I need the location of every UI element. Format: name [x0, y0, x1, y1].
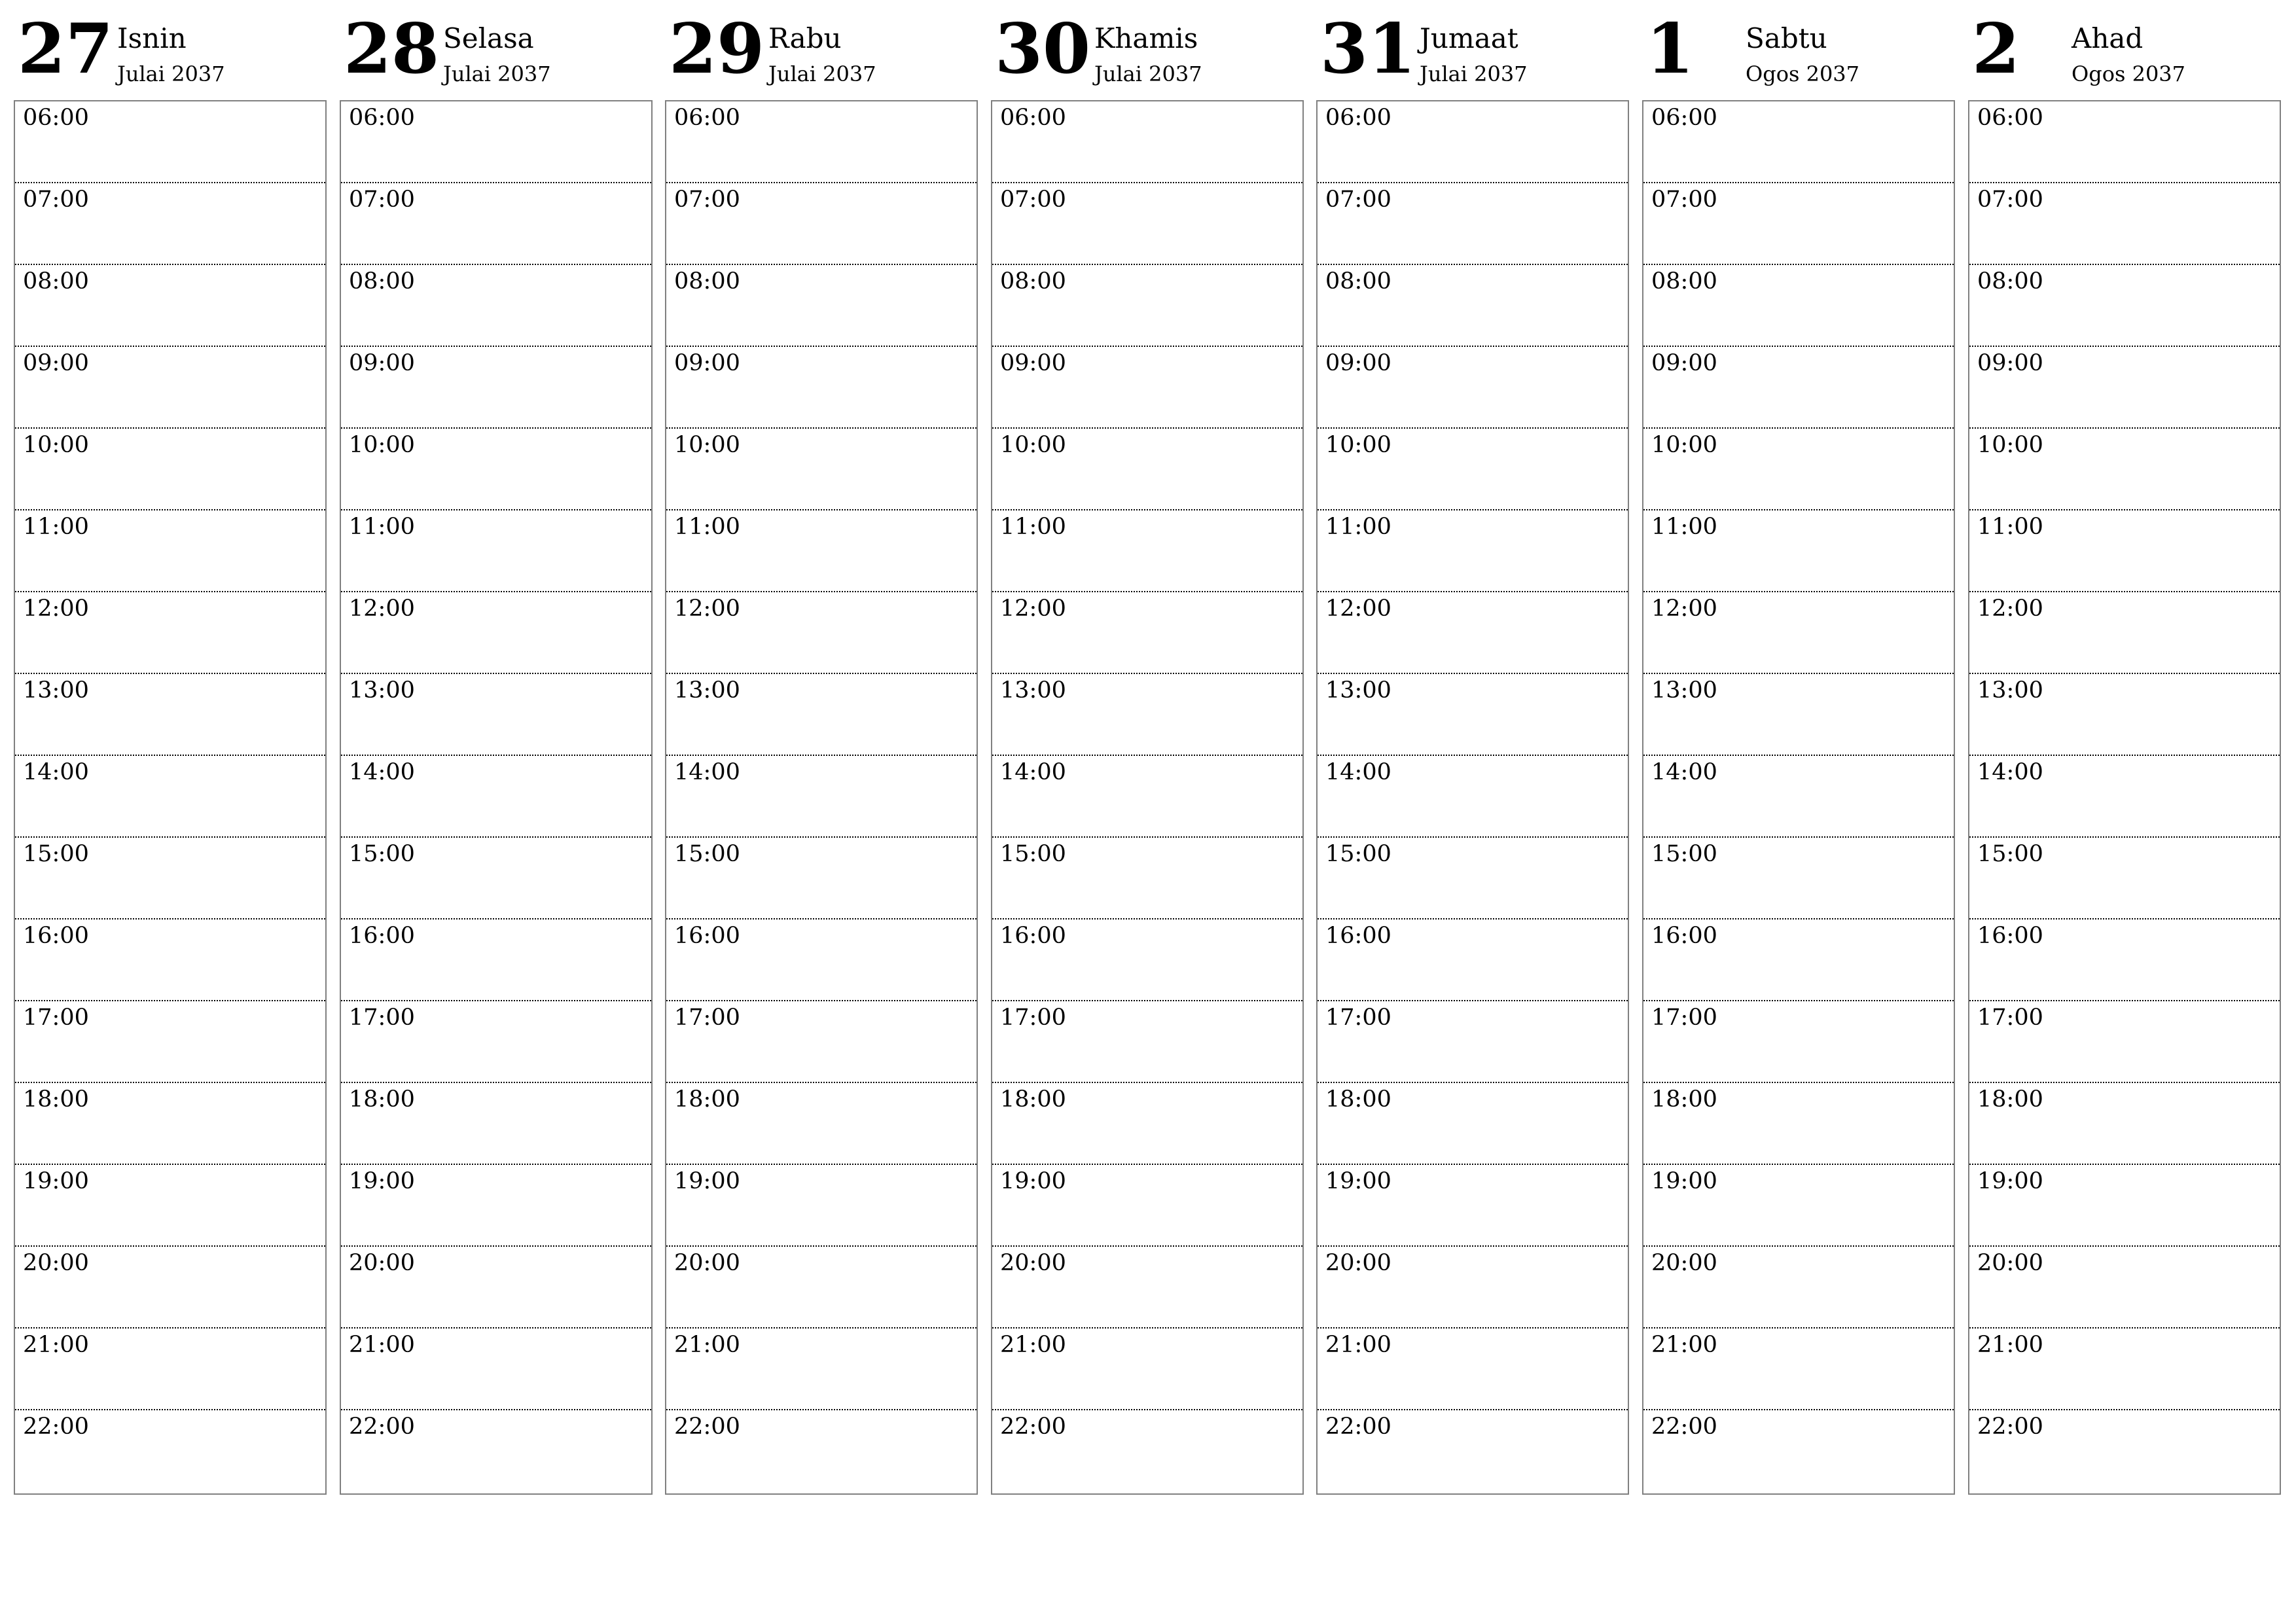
hour-label: 11:00	[1000, 514, 1066, 540]
hour-slot[interactable]	[992, 1329, 1302, 1410]
hour-label: 17:00	[1325, 1005, 1391, 1031]
hour-slot[interactable]	[666, 101, 977, 183]
hour-slot[interactable]	[1318, 1410, 1628, 1492]
hour-slot[interactable]	[666, 1165, 977, 1247]
hour-slot[interactable]	[666, 592, 977, 674]
hour-label: 19:00	[349, 1168, 415, 1194]
hour-label: 21:00	[1325, 1332, 1391, 1358]
hour-label: 06:00	[23, 105, 89, 131]
hour-label: 08:00	[1651, 268, 1717, 294]
day-number: 1	[1646, 8, 1695, 89]
hour-slot[interactable]	[15, 674, 325, 756]
hour-label: 12:00	[1325, 596, 1391, 622]
hour-label: 06:00	[1977, 105, 2043, 131]
hour-label: 16:00	[1000, 923, 1066, 949]
hour-label: 10:00	[1651, 432, 1717, 458]
hour-slot[interactable]	[15, 1410, 325, 1492]
hour-slot[interactable]	[1969, 838, 2280, 919]
hour-slot[interactable]	[1318, 592, 1628, 674]
hour-slot[interactable]	[992, 510, 1302, 592]
hour-label: 18:00	[1977, 1086, 2043, 1113]
hour-slot[interactable]	[1969, 919, 2280, 1001]
hour-label: 08:00	[349, 268, 415, 294]
hour-slot[interactable]	[341, 429, 651, 510]
hour-label: 18:00	[1325, 1086, 1391, 1113]
hour-label: 06:00	[1325, 105, 1391, 131]
hour-label: 10:00	[23, 432, 89, 458]
hour-slot[interactable]	[666, 919, 977, 1001]
hour-slot[interactable]	[666, 1329, 977, 1410]
hour-slot[interactable]	[15, 919, 325, 1001]
hour-label: 16:00	[23, 923, 89, 949]
hour-label: 08:00	[1000, 268, 1066, 294]
hour-label: 21:00	[1977, 1332, 2043, 1358]
hour-slot[interactable]	[15, 265, 325, 347]
hour-label: 12:00	[349, 596, 415, 622]
hour-label: 18:00	[23, 1086, 89, 1113]
hour-label: 15:00	[1325, 841, 1391, 867]
hour-label: 19:00	[1651, 1168, 1717, 1194]
hour-slot[interactable]	[15, 101, 325, 183]
hour-label: 20:00	[1325, 1250, 1391, 1276]
hour-slot[interactable]	[1318, 838, 1628, 919]
hour-label: 06:00	[349, 105, 415, 131]
hour-slot[interactable]	[15, 1329, 325, 1410]
day-name: Selasa	[443, 22, 534, 54]
hour-slot[interactable]	[341, 674, 651, 756]
day-month-year: Ogos 2037	[1746, 62, 1860, 86]
day-month-year: Julai 2037	[117, 62, 225, 86]
hour-label: 20:00	[1651, 1250, 1717, 1276]
hour-label: 08:00	[1325, 268, 1391, 294]
hour-label: 11:00	[349, 514, 415, 540]
hour-label: 06:00	[674, 105, 740, 131]
hour-slot[interactable]	[15, 1001, 325, 1083]
hour-label: 22:00	[23, 1414, 89, 1440]
hour-slot[interactable]	[992, 592, 1302, 674]
hour-slot[interactable]	[992, 1001, 1302, 1083]
hour-label: 18:00	[1000, 1086, 1066, 1113]
hour-label: 18:00	[674, 1086, 740, 1113]
hour-slot[interactable]	[1318, 429, 1628, 510]
hour-slot[interactable]	[341, 919, 651, 1001]
hour-slot[interactable]	[1643, 429, 1954, 510]
hour-slot[interactable]	[1969, 1329, 2280, 1410]
hour-slot[interactable]	[1318, 265, 1628, 347]
hour-slot[interactable]	[992, 674, 1302, 756]
hour-label: 15:00	[1651, 841, 1717, 867]
hour-label: 13:00	[23, 677, 89, 704]
hour-label: 20:00	[674, 1250, 740, 1276]
hour-label: 08:00	[674, 268, 740, 294]
hour-label: 07:00	[1977, 187, 2043, 213]
day-header	[991, 0, 1304, 98]
day-name: Sabtu	[1746, 22, 1827, 54]
hour-label: 22:00	[1977, 1414, 2043, 1440]
hour-label: 13:00	[1325, 677, 1391, 704]
hour-label: 07:00	[1651, 187, 1717, 213]
hour-slot[interactable]	[1643, 1165, 1954, 1247]
hour-slot[interactable]	[1643, 674, 1954, 756]
hour-label: 19:00	[1977, 1168, 2043, 1194]
hour-label: 16:00	[1651, 923, 1717, 949]
day-month-year: Julai 2037	[1094, 62, 1202, 86]
hour-slot[interactable]	[1643, 1410, 1954, 1492]
hour-label: 14:00	[1977, 759, 2043, 785]
hour-label: 12:00	[23, 596, 89, 622]
hour-slot[interactable]	[1643, 183, 1954, 265]
day-header	[14, 0, 327, 98]
hour-label: 10:00	[349, 432, 415, 458]
hour-label: 11:00	[1977, 514, 2043, 540]
day-schedule-grid	[1968, 100, 2281, 1495]
hour-label: 21:00	[1651, 1332, 1717, 1358]
hour-slot[interactable]	[15, 1083, 325, 1165]
hour-label: 18:00	[1651, 1086, 1717, 1113]
hour-label: 20:00	[1000, 1250, 1066, 1276]
hour-label: 06:00	[1651, 105, 1717, 131]
hour-label: 17:00	[1000, 1005, 1066, 1031]
hour-label: 09:00	[349, 350, 415, 376]
hour-label: 09:00	[1651, 350, 1717, 376]
hour-slot[interactable]	[992, 101, 1302, 183]
day-month-year: Ogos 2037	[2072, 62, 2186, 86]
hour-slot[interactable]	[666, 347, 977, 429]
hour-slot[interactable]	[666, 1410, 977, 1492]
day-name: Ahad	[2072, 22, 2144, 54]
day-name: Khamis	[1094, 22, 1198, 54]
hour-slot[interactable]	[992, 838, 1302, 919]
hour-slot[interactable]	[666, 265, 977, 347]
hour-slot[interactable]	[992, 265, 1302, 347]
hour-slot[interactable]	[341, 1247, 651, 1329]
hour-label: 14:00	[674, 759, 740, 785]
hour-slot[interactable]	[1643, 1329, 1954, 1410]
hour-slot[interactable]	[1969, 1410, 2280, 1492]
hour-slot[interactable]	[341, 101, 651, 183]
day-number: 30	[995, 8, 1091, 89]
hour-label: 17:00	[1977, 1005, 2043, 1031]
hour-label: 11:00	[23, 514, 89, 540]
hour-label: 16:00	[1325, 923, 1391, 949]
hour-label: 09:00	[1000, 350, 1066, 376]
hour-slot[interactable]	[992, 1083, 1302, 1165]
day-number: 2	[1972, 8, 2020, 89]
hour-slot[interactable]	[341, 183, 651, 265]
hour-slot[interactable]	[341, 347, 651, 429]
hour-label: 14:00	[349, 759, 415, 785]
day-schedule-grid	[340, 100, 653, 1495]
hour-slot[interactable]	[15, 756, 325, 838]
hour-label: 17:00	[1651, 1005, 1717, 1031]
hour-slot[interactable]	[15, 1247, 325, 1329]
hour-label: 13:00	[1977, 677, 2043, 704]
hour-slot[interactable]	[992, 919, 1302, 1001]
hour-slot[interactable]	[1969, 1001, 2280, 1083]
hour-label: 15:00	[349, 841, 415, 867]
hour-slot[interactable]	[15, 183, 325, 265]
hour-label: 22:00	[1651, 1414, 1717, 1440]
hour-label: 06:00	[1000, 105, 1066, 131]
hour-label: 22:00	[1000, 1414, 1066, 1440]
hour-label: 09:00	[674, 350, 740, 376]
hour-label: 08:00	[1977, 268, 2043, 294]
day-name: Rabu	[768, 22, 842, 54]
hour-slot[interactable]	[1969, 265, 2280, 347]
hour-slot[interactable]	[1969, 510, 2280, 592]
day-number: 29	[669, 8, 765, 89]
hour-slot[interactable]	[666, 756, 977, 838]
hour-slot[interactable]	[1643, 1001, 1954, 1083]
hour-label: 15:00	[1977, 841, 2043, 867]
hour-slot[interactable]	[992, 429, 1302, 510]
hour-slot[interactable]	[1318, 1329, 1628, 1410]
hour-slot[interactable]	[15, 510, 325, 592]
hour-label: 07:00	[674, 187, 740, 213]
hour-slot[interactable]	[992, 756, 1302, 838]
hour-label: 19:00	[674, 1168, 740, 1194]
hour-slot[interactable]	[1643, 592, 1954, 674]
day-number: 27	[18, 8, 114, 89]
day-number: 28	[344, 8, 440, 89]
hour-slot[interactable]	[341, 592, 651, 674]
hour-slot[interactable]	[341, 1083, 651, 1165]
hour-slot[interactable]	[15, 1165, 325, 1247]
hour-label: 12:00	[1000, 596, 1066, 622]
hour-slot[interactable]	[1969, 674, 2280, 756]
hour-label: 07:00	[1325, 187, 1391, 213]
day-schedule-grid	[14, 100, 327, 1495]
hour-label: 14:00	[1325, 759, 1391, 785]
hour-slot[interactable]	[992, 1247, 1302, 1329]
hour-slot[interactable]	[341, 510, 651, 592]
hour-slot[interactable]	[341, 838, 651, 919]
hour-label: 12:00	[674, 596, 740, 622]
hour-slot[interactable]	[1969, 1165, 2280, 1247]
hour-slot[interactable]	[341, 1410, 651, 1492]
hour-slot[interactable]	[666, 510, 977, 592]
hour-slot[interactable]	[15, 347, 325, 429]
hour-slot[interactable]	[15, 592, 325, 674]
day-number: 31	[1320, 8, 1416, 89]
hour-slot[interactable]	[341, 265, 651, 347]
hour-label: 22:00	[1325, 1414, 1391, 1440]
hour-slot[interactable]	[1318, 919, 1628, 1001]
hour-label: 09:00	[1325, 350, 1391, 376]
hour-slot[interactable]	[341, 1329, 651, 1410]
hour-label: 08:00	[23, 268, 89, 294]
hour-slot[interactable]	[1318, 347, 1628, 429]
hour-label: 07:00	[1000, 187, 1066, 213]
hour-label: 10:00	[674, 432, 740, 458]
hour-label: 16:00	[1977, 923, 2043, 949]
hour-label: 20:00	[349, 1250, 415, 1276]
hour-slot[interactable]	[1318, 1083, 1628, 1165]
hour-slot[interactable]	[1318, 101, 1628, 183]
hour-label: 13:00	[674, 677, 740, 704]
hour-slot[interactable]	[666, 1001, 977, 1083]
hour-label: 13:00	[1651, 677, 1717, 704]
day-month-year: Julai 2037	[1420, 62, 1528, 86]
hour-slot[interactable]	[1969, 592, 2280, 674]
hour-label: 09:00	[1977, 350, 2043, 376]
hour-slot[interactable]	[992, 1165, 1302, 1247]
hour-label: 12:00	[1977, 596, 2043, 622]
hour-slot[interactable]	[992, 183, 1302, 265]
hour-label: 10:00	[1000, 432, 1066, 458]
day-header	[1642, 0, 1955, 98]
hour-slot[interactable]	[666, 674, 977, 756]
hour-label: 21:00	[1000, 1332, 1066, 1358]
hour-label: 07:00	[23, 187, 89, 213]
hour-slot[interactable]	[341, 1001, 651, 1083]
hour-slot[interactable]	[1643, 838, 1954, 919]
hour-slot[interactable]	[1969, 1083, 2280, 1165]
hour-label: 11:00	[1325, 514, 1391, 540]
hour-label: 12:00	[1651, 596, 1717, 622]
hour-label: 13:00	[349, 677, 415, 704]
hour-slot[interactable]	[1969, 756, 2280, 838]
hour-slot[interactable]	[341, 756, 651, 838]
hour-label: 19:00	[1325, 1168, 1391, 1194]
hour-slot[interactable]	[992, 347, 1302, 429]
hour-label: 20:00	[23, 1250, 89, 1276]
hour-label: 11:00	[1651, 514, 1717, 540]
hour-slot[interactable]	[666, 838, 977, 919]
hour-slot[interactable]	[1643, 756, 1954, 838]
hour-label: 07:00	[349, 187, 415, 213]
hour-slot[interactable]	[1643, 265, 1954, 347]
hour-slot[interactable]	[1318, 183, 1628, 265]
hour-slot[interactable]	[1643, 347, 1954, 429]
hour-slot[interactable]	[992, 1410, 1302, 1492]
hour-slot[interactable]	[1969, 183, 2280, 265]
hour-label: 18:00	[349, 1086, 415, 1113]
hour-slot[interactable]	[1318, 1001, 1628, 1083]
hour-slot[interactable]	[1969, 101, 2280, 183]
hour-slot[interactable]	[15, 429, 325, 510]
hour-slot[interactable]	[1318, 1247, 1628, 1329]
hour-slot[interactable]	[1318, 674, 1628, 756]
hour-label: 22:00	[349, 1414, 415, 1440]
hour-slot[interactable]	[1318, 1165, 1628, 1247]
hour-label: 17:00	[349, 1005, 415, 1031]
day-schedule-grid	[1316, 100, 1629, 1495]
hour-label: 11:00	[674, 514, 740, 540]
hour-slot[interactable]	[1969, 429, 2280, 510]
hour-label: 10:00	[1977, 432, 2043, 458]
hour-label: 10:00	[1325, 432, 1391, 458]
hour-label: 21:00	[674, 1332, 740, 1358]
hour-slot[interactable]	[666, 1083, 977, 1165]
hour-slot[interactable]	[666, 183, 977, 265]
hour-slot[interactable]	[1643, 919, 1954, 1001]
hour-slot[interactable]	[1318, 510, 1628, 592]
hour-label: 15:00	[1000, 841, 1066, 867]
hour-label: 14:00	[23, 759, 89, 785]
day-schedule-grid	[1642, 100, 1955, 1495]
hour-slot[interactable]	[1643, 510, 1954, 592]
hour-slot[interactable]	[1643, 101, 1954, 183]
day-month-year: Julai 2037	[768, 62, 876, 86]
day-schedule-grid	[991, 100, 1304, 1495]
hour-slot[interactable]	[1643, 1247, 1954, 1329]
hour-label: 17:00	[23, 1005, 89, 1031]
day-header	[340, 0, 653, 98]
hour-label: 19:00	[1000, 1168, 1066, 1194]
hour-label: 13:00	[1000, 677, 1066, 704]
hour-label: 17:00	[674, 1005, 740, 1031]
hour-slot[interactable]	[1969, 347, 2280, 429]
hour-slot[interactable]	[1969, 1247, 2280, 1329]
hour-label: 16:00	[674, 923, 740, 949]
hour-slot[interactable]	[666, 1247, 977, 1329]
day-header	[1968, 0, 2281, 98]
day-name: Isnin	[117, 22, 187, 54]
hour-label: 19:00	[23, 1168, 89, 1194]
day-schedule-grid	[665, 100, 978, 1495]
hour-label: 21:00	[23, 1332, 89, 1358]
hour-slot[interactable]	[666, 429, 977, 510]
hour-label: 16:00	[349, 923, 415, 949]
hour-label: 22:00	[674, 1414, 740, 1440]
hour-label: 15:00	[674, 841, 740, 867]
hour-label: 09:00	[23, 350, 89, 376]
hour-slot[interactable]	[15, 838, 325, 919]
day-header	[665, 0, 978, 98]
hour-label: 14:00	[1000, 759, 1066, 785]
hour-slot[interactable]	[341, 1165, 651, 1247]
day-name: Jumaat	[1420, 22, 1518, 54]
hour-label: 15:00	[23, 841, 89, 867]
day-month-year: Julai 2037	[443, 62, 551, 86]
hour-label: 20:00	[1977, 1250, 2043, 1276]
day-header	[1316, 0, 1629, 98]
hour-label: 14:00	[1651, 759, 1717, 785]
hour-slot[interactable]	[1318, 756, 1628, 838]
hour-slot[interactable]	[1643, 1083, 1954, 1165]
hour-label: 21:00	[349, 1332, 415, 1358]
